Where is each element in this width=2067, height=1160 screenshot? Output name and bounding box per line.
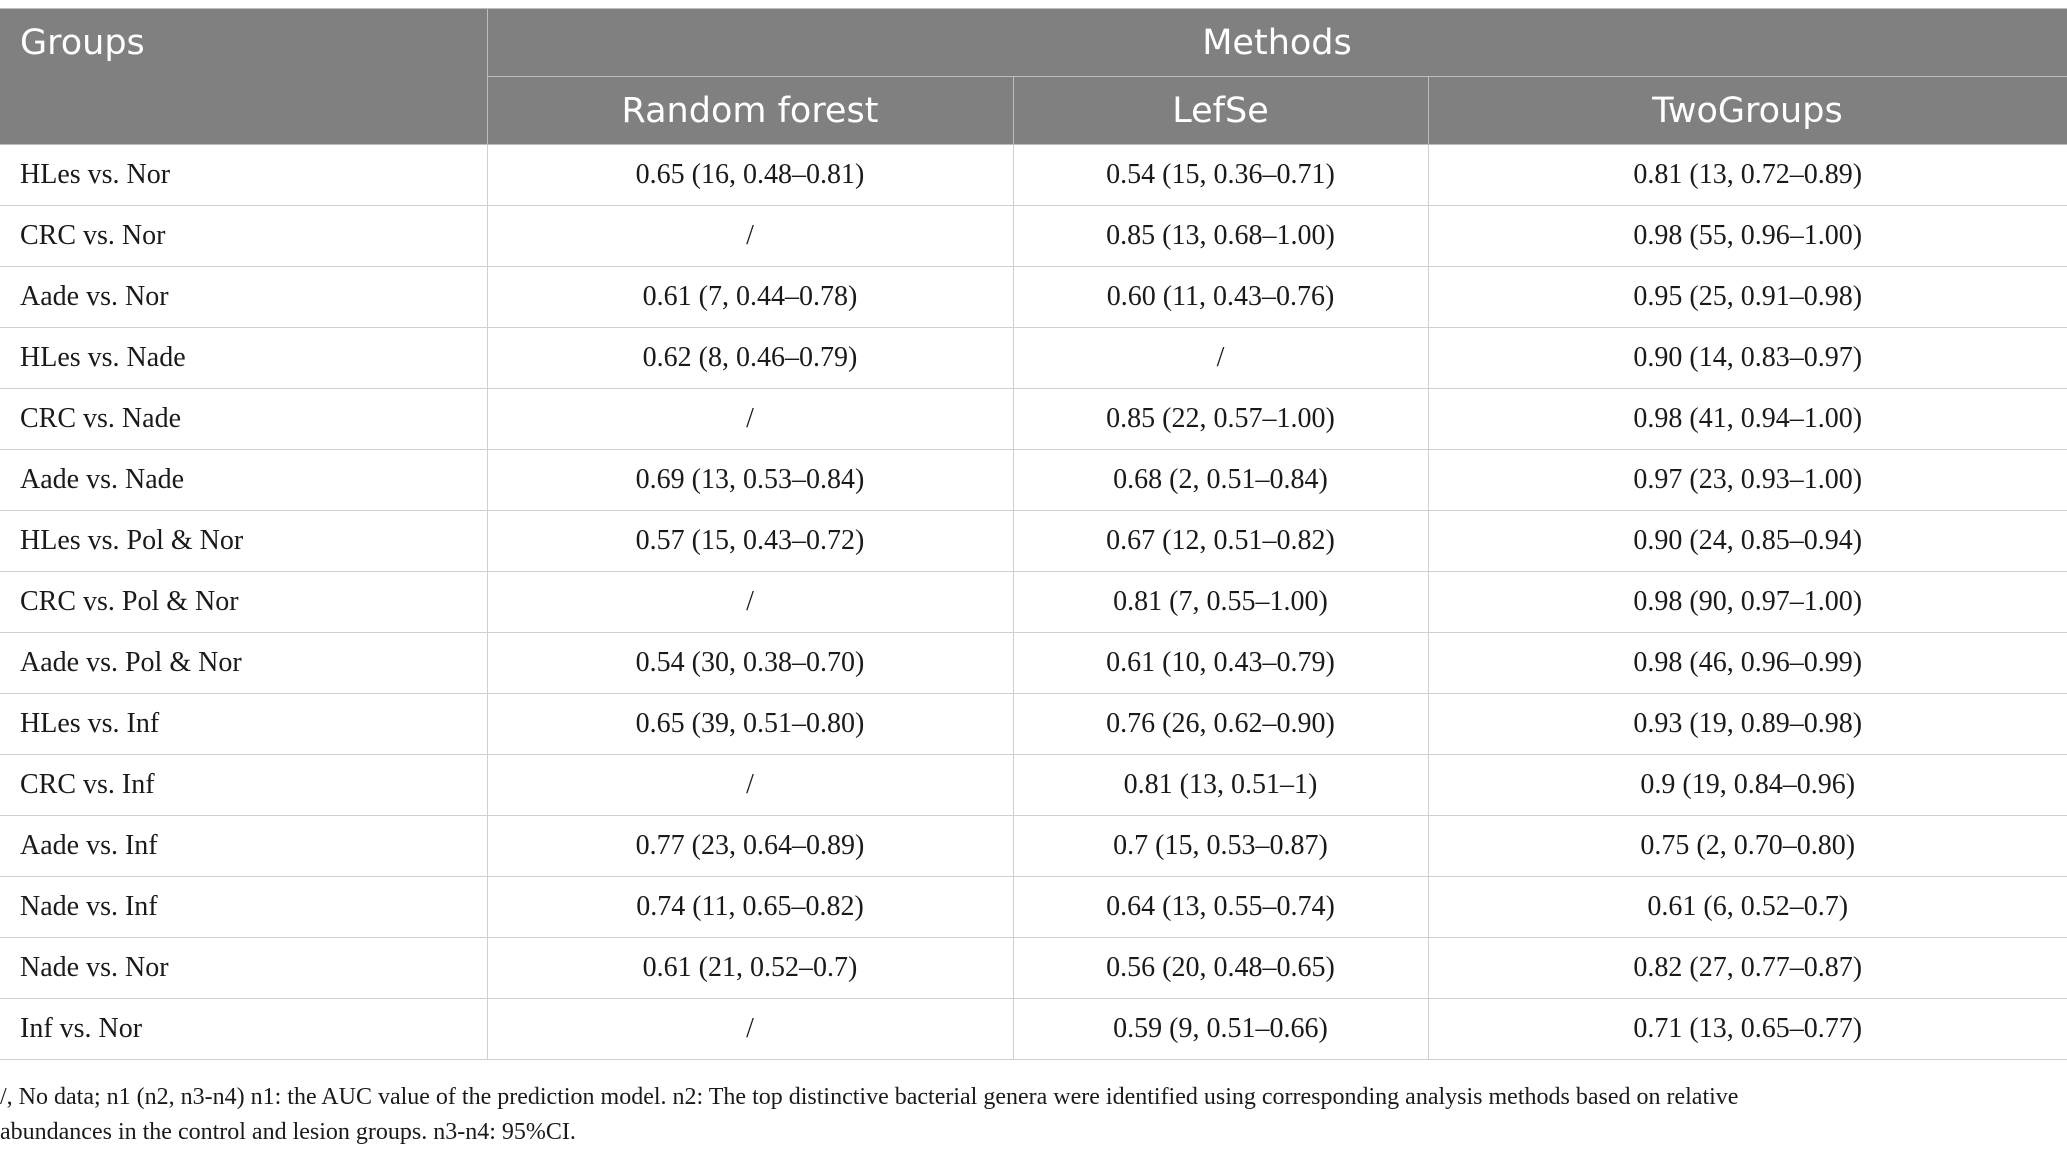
- twogroups-cell: 0.61 (6, 0.52–0.7): [1428, 877, 2067, 938]
- twogroups-cell: 0.98 (55, 0.96–1.00): [1428, 206, 2067, 267]
- random-forest-cell: /: [487, 206, 1013, 267]
- twogroups-cell: 0.95 (25, 0.91–0.98): [1428, 267, 2067, 328]
- twogroups-cell: 0.90 (24, 0.85–0.94): [1428, 511, 2067, 572]
- twogroups-cell: 0.82 (27, 0.77–0.87): [1428, 938, 2067, 999]
- table-row: [0, 145, 2067, 206]
- twogroups-cell: 0.93 (19, 0.89–0.98): [1428, 694, 2067, 755]
- group-cell: HLes vs. Pol & Nor: [0, 511, 487, 572]
- lefse-cell: 0.61 (10, 0.43–0.79): [1013, 633, 1428, 694]
- table-row: [0, 572, 2067, 633]
- group-cell: Nade vs. Nor: [0, 938, 487, 999]
- group-cell: CRC vs. Nade: [0, 389, 487, 450]
- group-cell: CRC vs. Nor: [0, 206, 487, 267]
- group-cell: HLes vs. Inf: [0, 694, 487, 755]
- group-cell: Aade vs. Nade: [0, 450, 487, 511]
- lefse-cell: /: [1013, 328, 1428, 389]
- lefse-cell: 0.76 (26, 0.62–0.90): [1013, 694, 1428, 755]
- random-forest-cell: /: [487, 999, 1013, 1060]
- twogroups-cell: 0.75 (2, 0.70–0.80): [1428, 816, 2067, 877]
- lefse-cell: 0.81 (7, 0.55–1.00): [1013, 572, 1428, 633]
- group-cell: HLes vs. Nor: [0, 145, 487, 206]
- twogroups-cell: 0.97 (23, 0.93–1.00): [1428, 450, 2067, 511]
- lefse-cell: 0.56 (20, 0.48–0.65): [1013, 938, 1428, 999]
- twogroups-cell: 0.98 (41, 0.94–1.00): [1428, 389, 2067, 450]
- table-row: [0, 206, 2067, 267]
- twogroups-cell: 0.90 (14, 0.83–0.97): [1428, 328, 2067, 389]
- lefse-cell: 0.64 (13, 0.55–0.74): [1013, 877, 1428, 938]
- lefse-column-header: LefSe: [1013, 77, 1428, 145]
- random-forest-cell: 0.77 (23, 0.64–0.89): [487, 816, 1013, 877]
- table-row: [0, 267, 2067, 328]
- table-row: [0, 389, 2067, 450]
- random-forest-cell: 0.61 (21, 0.52–0.7): [487, 938, 1013, 999]
- random-forest-cell: /: [487, 755, 1013, 816]
- random-forest-cell: 0.65 (16, 0.48–0.81): [487, 145, 1013, 206]
- groups-column-header: Groups: [0, 9, 487, 145]
- group-cell: Aade vs. Inf: [0, 816, 487, 877]
- footnote-line-2: abundances in the control and lesion groups. n3-n4: 95%CI.: [0, 1119, 576, 1145]
- random-forest-cell: 0.65 (39, 0.51–0.80): [487, 694, 1013, 755]
- lefse-cell: 0.85 (13, 0.68–1.00): [1013, 206, 1428, 267]
- header-row-top: [0, 9, 2067, 77]
- table-footnote: [0, 1080, 2040, 1150]
- twogroups-cell: 0.98 (46, 0.96–0.99): [1428, 633, 2067, 694]
- lefse-cell: 0.54 (15, 0.36–0.71): [1013, 145, 1428, 206]
- lefse-cell: 0.67 (12, 0.51–0.82): [1013, 511, 1428, 572]
- lefse-cell: 0.68 (2, 0.51–0.84): [1013, 450, 1428, 511]
- twogroups-cell: 0.81 (13, 0.72–0.89): [1428, 145, 2067, 206]
- group-cell: Aade vs. Pol & Nor: [0, 633, 487, 694]
- table-row: [0, 511, 2067, 572]
- table-row: [0, 633, 2067, 694]
- footnote-line-1: /, No data; n1 (n2, n3-n4) n1: the AUC value of the prediction model. n2: The top distinctive bacterial genera were identified using corresponding analysis methods based on relative: [0, 1084, 1739, 1110]
- table-row: [0, 877, 2067, 938]
- methods-column-header: Methods: [487, 9, 2067, 77]
- group-cell: Inf vs. Nor: [0, 999, 487, 1060]
- group-cell: Nade vs. Inf: [0, 877, 487, 938]
- group-cell: HLes vs. Nade: [0, 328, 487, 389]
- twogroups-cell: 0.98 (90, 0.97–1.00): [1428, 572, 2067, 633]
- auc-comparison-table: [0, 8, 2067, 1060]
- twogroups-column-header: TwoGroups: [1428, 77, 2067, 145]
- table-row: [0, 755, 2067, 816]
- table-row: [0, 328, 2067, 389]
- results-table-container: [0, 8, 2067, 1060]
- random-forest-cell: 0.69 (13, 0.53–0.84): [487, 450, 1013, 511]
- table-header: [0, 9, 2067, 145]
- twogroups-cell: 0.9 (19, 0.84–0.96): [1428, 755, 2067, 816]
- lefse-cell: 0.60 (11, 0.43–0.76): [1013, 267, 1428, 328]
- lefse-cell: 0.85 (22, 0.57–1.00): [1013, 389, 1428, 450]
- group-cell: Aade vs. Nor: [0, 267, 487, 328]
- table-row: [0, 694, 2067, 755]
- random-forest-cell: 0.62 (8, 0.46–0.79): [487, 328, 1013, 389]
- table-row: [0, 938, 2067, 999]
- lefse-cell: 0.59 (9, 0.51–0.66): [1013, 999, 1428, 1060]
- random-forest-column-header: Random forest: [487, 77, 1013, 145]
- random-forest-cell: 0.74 (11, 0.65–0.82): [487, 877, 1013, 938]
- group-cell: CRC vs. Inf: [0, 755, 487, 816]
- group-cell: CRC vs. Pol & Nor: [0, 572, 487, 633]
- lefse-cell: 0.81 (13, 0.51–1): [1013, 755, 1428, 816]
- table-row: [0, 999, 2067, 1060]
- random-forest-cell: 0.61 (7, 0.44–0.78): [487, 267, 1013, 328]
- table-row: [0, 816, 2067, 877]
- lefse-cell: 0.7 (15, 0.53–0.87): [1013, 816, 1428, 877]
- table-row: [0, 450, 2067, 511]
- random-forest-cell: /: [487, 572, 1013, 633]
- random-forest-cell: 0.54 (30, 0.38–0.70): [487, 633, 1013, 694]
- random-forest-cell: /: [487, 389, 1013, 450]
- random-forest-cell: 0.57 (15, 0.43–0.72): [487, 511, 1013, 572]
- table-body: [0, 145, 2067, 1060]
- twogroups-cell: 0.71 (13, 0.65–0.77): [1428, 999, 2067, 1060]
